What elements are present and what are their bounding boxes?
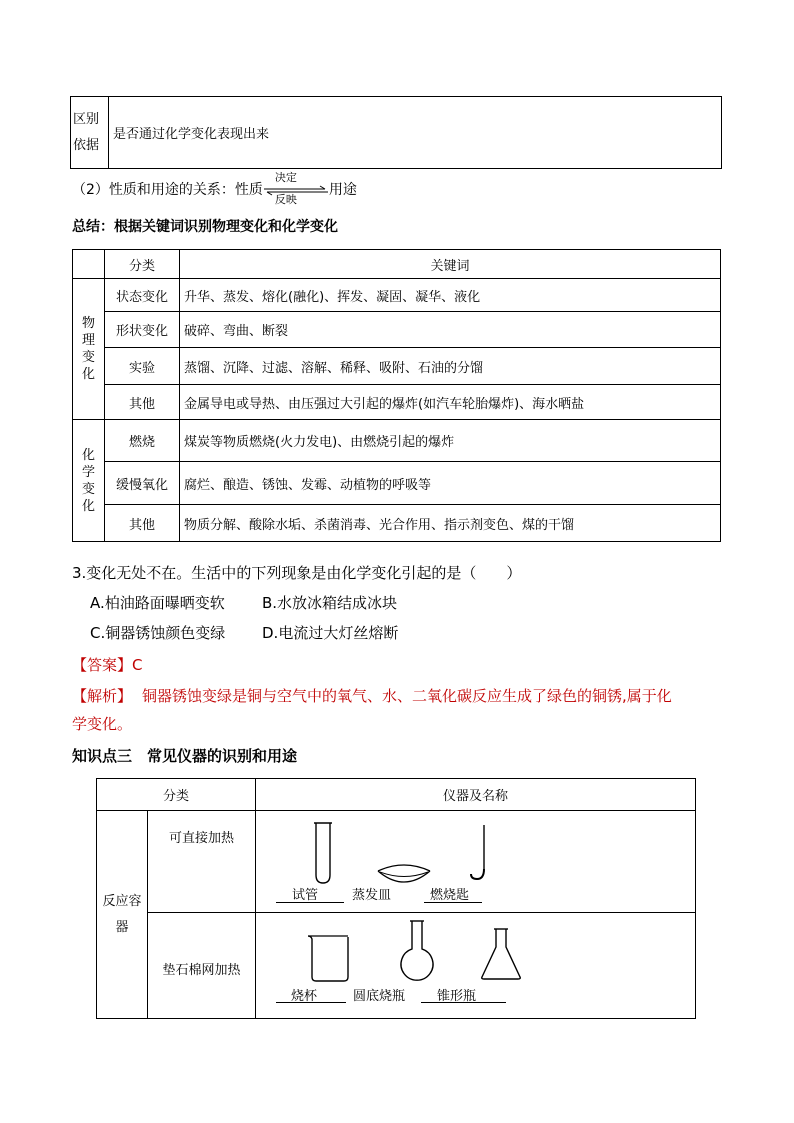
option-b: B.水放冰箱结成冰块	[262, 594, 398, 612]
instrument-header-category: 分类	[97, 779, 256, 811]
keyword-header-category: 分类	[105, 250, 180, 279]
analysis-line-2: 学变化。	[72, 715, 133, 733]
keyword-list: 升华、蒸发、熔化(融化)、挥发、凝固、凝华、液化	[180, 279, 721, 312]
group-char: 变	[81, 481, 95, 497]
group-char: 变	[81, 350, 95, 365]
arrow-top-label: 决定	[274, 171, 297, 184]
keyword-category: 缓慢氧化	[105, 462, 180, 505]
option-c: C.铜器锈蚀颜色变绿	[90, 624, 226, 642]
instrument-name: 烧杯	[291, 989, 318, 1004]
instrument-header-instruments: 仪器及名称	[256, 779, 696, 811]
answer-line	[72, 654, 143, 675]
keyword-list: 蒸馏、沉降、过滤、溶解、稀释、吸附、石油的分馏	[180, 348, 721, 385]
answer-value: C	[132, 656, 143, 674]
beaker-icon	[306, 933, 352, 983]
group-label-line1: 反应容	[102, 893, 142, 909]
gauze-heat-instruments-cell	[256, 913, 696, 1019]
chemical-change-group	[73, 420, 105, 542]
group-char: 学	[81, 464, 95, 480]
keyword-header-blank	[73, 250, 105, 279]
analysis-label: 【解析】	[72, 687, 133, 705]
keyword-category: 状态变化	[105, 279, 180, 312]
instrument-table	[96, 778, 696, 1019]
instrument-name: 锥形瓶	[437, 989, 477, 1004]
distinction-label-cell	[71, 97, 109, 169]
keyword-list: 金属导电或导热、由压强过大引起的爆炸(如汽车轮胎爆炸)、海水晒盐	[180, 385, 721, 420]
question-stem: 3.变化无处不在。生活中的下列现象是由化学变化引起的是（ ）	[72, 564, 522, 582]
analysis-text-1: 铜器锈蚀变绿是铜与空气中的氧气、水、二氧化碳反应生成了绿色的铜锈,属于化	[142, 687, 672, 705]
combustion-spoon-icon	[468, 823, 494, 885]
keyword-table	[72, 249, 721, 542]
summary-title: 总结：根据关键词识别物理变化和化学变化	[72, 219, 338, 235]
section-title: 知识点三 常见仪器的识别和用途	[72, 747, 298, 765]
keyword-list: 破碎、弯曲、断裂	[180, 312, 721, 348]
direct-heat-instruments-cell	[256, 811, 696, 913]
distinction-label: 区别依据	[73, 111, 100, 153]
instrument-name: 燃烧匙	[430, 888, 470, 903]
answer-label: 【答案】	[72, 656, 133, 674]
keyword-list: 物质分解、酸除水垢、杀菌消毒、光合作用、指示剂变色、煤的干馏	[180, 505, 721, 542]
heating-method: 可直接加热	[148, 811, 256, 913]
relation-line	[72, 171, 357, 206]
group-char: 物	[81, 316, 95, 331]
keyword-category: 其他	[105, 385, 180, 420]
direct-heat-instruments	[256, 811, 695, 912]
relation-prefix: （2）性质和用途的关系：性质	[72, 182, 263, 198]
keyword-list: 煤炭等物质燃烧(火力发电)、由燃烧引起的爆炸	[180, 420, 721, 462]
test-tube-icon	[313, 821, 333, 885]
group-char: 化	[81, 367, 95, 382]
keyword-category: 燃烧	[105, 420, 180, 462]
distinction-content: 是否通过化学变化表现出来	[113, 127, 270, 142]
group-char: 理	[81, 333, 95, 348]
analysis-line-1	[72, 685, 672, 706]
keyword-category: 其他	[105, 505, 180, 542]
group-char: 化	[81, 498, 95, 514]
option-d: D.电流过大灯丝熔断	[262, 624, 399, 642]
heating-method: 垫石棉网加热	[148, 913, 256, 1019]
arrow-bottom-label: 反映	[274, 193, 297, 206]
reaction-vessel-group	[97, 811, 148, 1019]
physical-change-group	[73, 279, 105, 420]
round-bottom-flask-icon	[397, 919, 437, 983]
instrument-name: 蒸发皿	[352, 888, 392, 903]
group-label-line2: 器	[115, 919, 129, 935]
relation-arrow	[263, 171, 329, 206]
group-char: 化	[81, 447, 95, 463]
keyword-category: 形状变化	[105, 312, 180, 348]
keyword-category: 实验	[105, 348, 180, 385]
distinction-table	[70, 96, 722, 169]
relation-suffix: 用途	[328, 182, 357, 198]
gauze-heat-instruments	[256, 913, 695, 1018]
distinction-content-cell	[109, 97, 722, 169]
instrument-name: 圆底烧瓶	[353, 989, 406, 1004]
keyword-list: 腐烂、酿造、锈蚀、发霉、动植物的呼吸等	[180, 462, 721, 505]
option-a: A.柏油路面曝晒变软	[90, 594, 225, 612]
instrument-name: 试管	[292, 888, 319, 903]
conical-flask-icon	[479, 927, 523, 981]
keyword-header-keywords: 关键词	[180, 250, 721, 279]
